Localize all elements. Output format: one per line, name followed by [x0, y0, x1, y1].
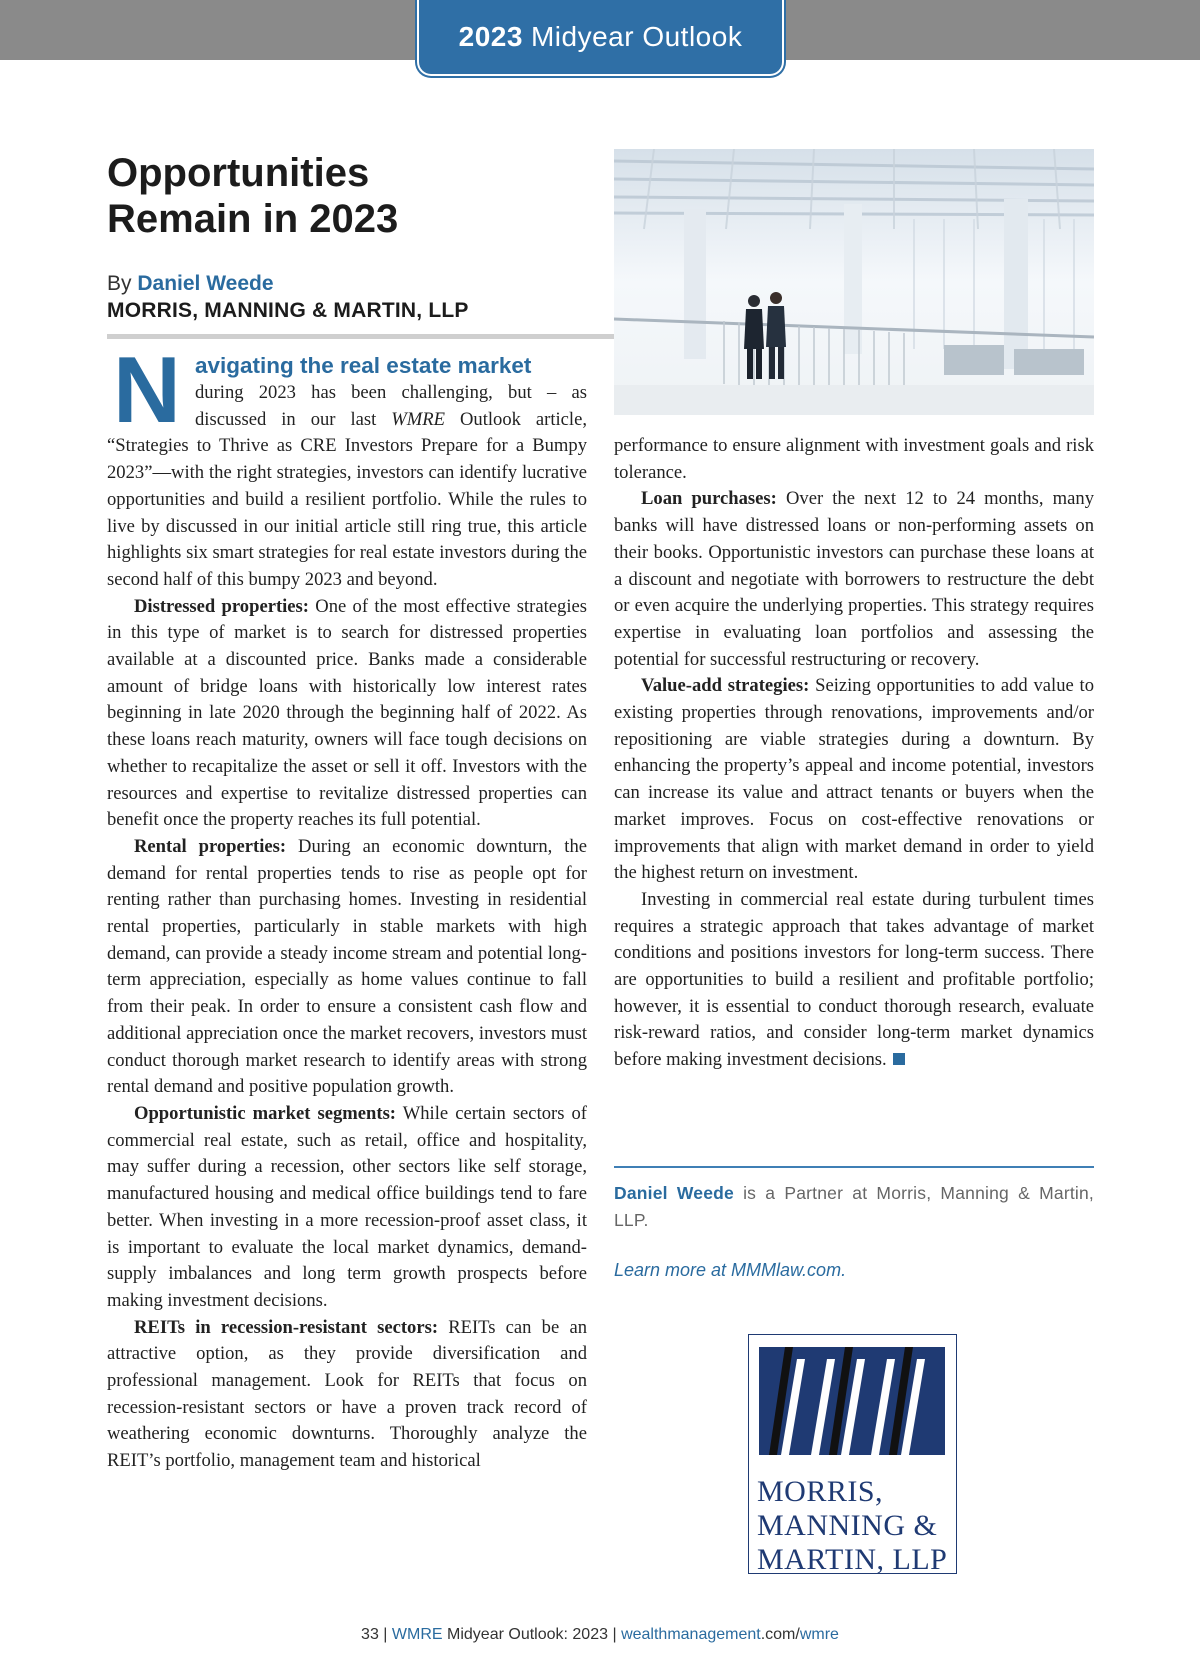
lead-text-a: during 2023 has been challenging, but – as discussed in our last [195, 382, 587, 430]
section-loans-heading: Loan purchases: [641, 488, 777, 510]
bio-rule [614, 1166, 1094, 1168]
section-rental-body: During an economic downturn, the demand for rental properties tends to rise as people opt for renting rather than purchasing homes. Investing in residential rental properties, particularly in stable markets with high demand, can provide a steady income stream and potential long-term appreciation, especially as home values continue to fall from their peak. In order to ensure a consistent cash flow and additional appreciation once the market recovers, investors must conduct thorough market research to identify areas with strong rental demand and positive population growth. [107, 835, 587, 1098]
article-column-right [614, 433, 1094, 1074]
lead-text-em: WMRE [391, 408, 445, 430]
closing-paragraph [614, 887, 1094, 1074]
footer-separator-2: | [612, 1626, 617, 1643]
section-value-add-heading: Value-add strategies: [641, 675, 810, 697]
section-opportunistic [107, 1101, 587, 1315]
mmm-logo-icon [749, 1335, 955, 1465]
page-footer [0, 1626, 1200, 1644]
section-reits-body: REITs can be an attractive option, as they provide diversification and professional management. Look for REITs that focus on recession-resistant sectors or have a proven track record of weathering economic downturns. Thoroughly analyze the REIT’s portfolio, management team and historical [107, 1316, 587, 1472]
author-name: Daniel Weede [137, 272, 274, 295]
section-value-add-body: Seizing opportunities to add value to existing properties through renovations, improvements and/or repositioning are viable strategies during a downturn. By enhancing the property’s appeal and income potential, investors can increase its value and attract tenants or buyers when the market improves. Focus on cost-effective renovations or improvements that align with market demand in order to yield the highest return on investment. [614, 675, 1094, 884]
logo-line-2: MANNING & [757, 1509, 938, 1542]
author-firm: MORRIS, MANNING & MARTIN, LLP [107, 299, 469, 322]
section-loans-body: Over the next 12 to 24 months, many banks will have distressed loans or non-performing assets on their books. Opportunistic investors can purchase these loans at a discount and negotiate with borrowers to restructure the debt or even acquire the underlying properties. This strategy requires expertise in evaluating loan portfolios and assessing the potential for successful restructuring or recovery. [614, 488, 1094, 670]
lead-text-b: Outlook article, “Strategies to Thrive as CRE Investors Prepare for a Bumpy 2023”—with the right strategies, investors can identify lucrative opportunities and build a resilient portfolio. While the rules to live by discussed in our initial article still ring true, this article highlights six smart strategies for real estate investors during the second half of this bumpy 2023 and beyond. [107, 408, 587, 590]
page-number: 33 [361, 1626, 379, 1643]
section-label: Midyear Outlook [530, 21, 743, 52]
logo-line-3: MARTIN, LLP [757, 1543, 948, 1576]
footer-issue: Midyear Outlook: 2023 [447, 1626, 608, 1643]
firm-logo [748, 1334, 957, 1574]
byline-prefix: By [107, 272, 132, 295]
section-opportunistic-heading: Opportunistic market segments: [134, 1102, 396, 1124]
section-distressed [107, 594, 587, 834]
section-value-add [614, 673, 1094, 887]
reits-continued: performance to ensure alignment with investment goals and risk tolerance. [614, 435, 1094, 483]
footer-publication: WMRE [391, 1626, 443, 1643]
section-opportunistic-body: While certain sectors of commercial real estate, such as retail, office and hospitality, may suffer during a recession, other sectors like self storage, manufactured housing and medical office buildings tend to fare better. When investing in a more recession-proof asset class, it is important to evaluate the local market dynamics, demand-supply imbalances and long term growth prospects before making investment decisions. [107, 1102, 587, 1311]
article-column-left [107, 352, 587, 1475]
logo-wordmark [757, 1475, 947, 1577]
byline [107, 272, 274, 296]
bio-author-name: Daniel Weede [614, 1183, 734, 1203]
office-photo-illustration [614, 149, 1094, 415]
lead-heading: avigating the real estate market [195, 353, 532, 378]
title-line-2: Remain in 2023 [107, 197, 399, 241]
section-distressed-body: One of the most effective strategies in this type of market is to search for distressed properties available at a discounted price. Banks made a considerable amount of bridge loans with historically low interest rates beginning in late 2020 through the beginning half of 2022. As these loans reach maturity, owners will face tough decisions on whether to recapitalize the asset or sell it off. Investors with the resources and expertise to revitalize distressed properties can benefit once the property reaches its full potential. [107, 595, 587, 831]
footer-separator: | [383, 1626, 388, 1643]
section-reits-heading: REITs in recession-resistant sectors: [134, 1316, 439, 1338]
bio-text: is a Partner at Morris, Manning & Martin, LLP. [614, 1183, 1094, 1230]
section-rental [107, 834, 587, 1101]
logo-line-1: MORRIS, [757, 1475, 884, 1508]
section-distressed-heading: Distressed properties: [134, 595, 309, 617]
dropcap-n-icon [107, 354, 187, 426]
section-year: 2023 [458, 21, 523, 52]
office-photo [614, 149, 1094, 415]
article-title [107, 150, 607, 242]
dropcap-letter: N [113, 354, 181, 426]
learn-more-link[interactable]: Learn more at MMMlaw.com. [614, 1260, 847, 1280]
end-mark-icon [893, 1053, 905, 1065]
section-rental-heading: Rental properties: [134, 835, 287, 857]
footer-site[interactable]: wealthmanagement.com/wmre [621, 1626, 839, 1643]
section-loans [614, 486, 1094, 673]
section-reits [107, 1315, 587, 1475]
section-tab [417, 0, 784, 76]
title-line-1: Opportunities [107, 151, 370, 195]
lead-paragraph [107, 352, 587, 594]
closing-text: Investing in commercial real estate during turbulent times requires a strategic approach that takes advantage of market conditions and positions investors for long-term success. There are opportunities to build a resilient and profitable portfolio; however, it is essential to conduct thorough research, evaluate risk-reward ratios, and consider long-term market dynamics before making investment decisions. [614, 888, 1094, 1071]
header-rule [107, 334, 615, 339]
author-bio [614, 1180, 1094, 1234]
